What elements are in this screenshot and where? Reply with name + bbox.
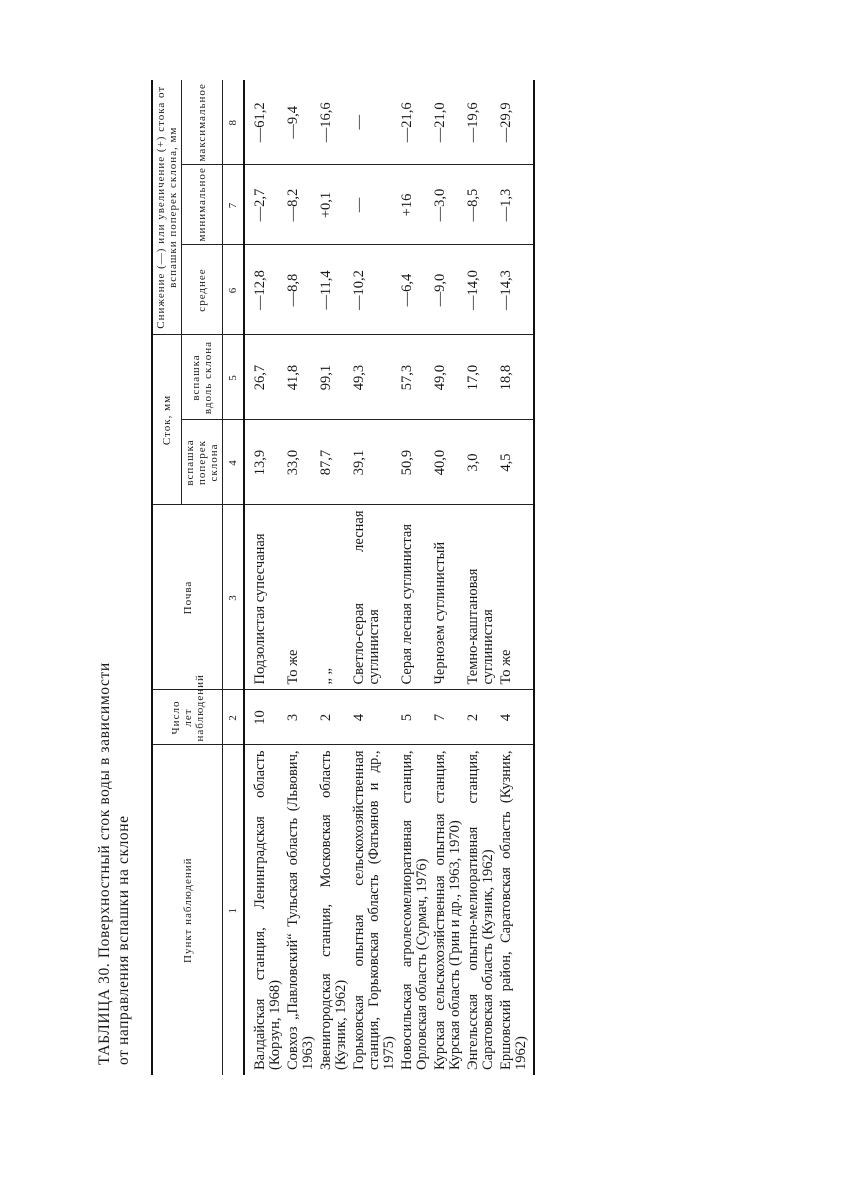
cell-place: Новосильская агролесомелиоративная станция, Орловская область (Сурмач, 1976) — [398, 745, 431, 1075]
table-header — [152, 80, 244, 1075]
cell-runoff-across: 39,1 — [350, 420, 398, 505]
cell-runoff-across: 87,7 — [317, 420, 350, 505]
cell-change-avg: —11,4 — [317, 245, 350, 335]
rotated-page-content — [95, 80, 665, 1075]
cell-change-max: —16,6 — [317, 80, 350, 165]
table-caption — [95, 80, 133, 1065]
table-row — [398, 80, 431, 1075]
header-change-max: максимальное — [182, 80, 223, 165]
cell-change-min: —2,7 — [244, 165, 284, 245]
cell-change-min: —8,2 — [284, 165, 317, 245]
cell-runoff-across: 50,9 — [398, 420, 431, 505]
cell-place: Совхоз „Павловский“ Тульская область (Львович, 1963) — [284, 745, 317, 1075]
cell-change-max: —19,6 — [464, 80, 497, 165]
col-number: 5 — [223, 335, 245, 420]
cell-place: Звенигородская станция, Московская область (Кузник, 1962) — [317, 745, 350, 1075]
header-years: Число лет наблюдений — [152, 690, 223, 745]
runoff-table — [151, 80, 535, 1075]
cell-place: Энгельсская опытно-мелиоративная станция, Саратовская область (Кузник, 1962) — [464, 745, 497, 1075]
cell-years: 5 — [398, 690, 431, 745]
cell-change-max: — — [350, 80, 398, 165]
cell-place: Валдайская станция, Ленинградская область (Корзун, 1968) — [244, 745, 284, 1075]
cell-years: 2 — [317, 690, 350, 745]
table-row — [244, 80, 284, 1075]
cell-runoff-along: 26,7 — [244, 335, 284, 420]
col-number: 4 — [223, 420, 245, 505]
cell-years: 2 — [464, 690, 497, 745]
cell-change-min: —1,3 — [497, 165, 534, 245]
cell-soil: То же — [284, 505, 317, 690]
header-change: Снижение (—) или увеличение (+) стока от вспашки поперек склона, мм — [152, 80, 182, 335]
cell-runoff-across: 33,0 — [284, 420, 317, 505]
header-runoff-across: вспашка поперек склона — [182, 420, 223, 505]
cell-change-avg: —8,8 — [284, 245, 317, 335]
cell-years: 7 — [431, 690, 464, 745]
cell-years: 4 — [350, 690, 398, 745]
cell-change-min: +0,1 — [317, 165, 350, 245]
cell-years: 3 — [284, 690, 317, 745]
col-number: 2 — [223, 690, 245, 745]
cell-change-avg: —12,8 — [244, 245, 284, 335]
table-row — [497, 80, 534, 1075]
table-row — [464, 80, 497, 1075]
caption-line-1: ТАБЛИЦА 30. Поверхностный сток воды в зависимости — [96, 662, 113, 1065]
table-row — [317, 80, 350, 1075]
header-change-min: минимальное — [182, 165, 223, 245]
caption-line-2: от направления вспашки на склоне — [115, 815, 132, 1065]
cell-runoff-along: 57,3 — [398, 335, 431, 420]
cell-change-avg: —14,3 — [497, 245, 534, 335]
cell-place: Ершовский район, Саратовская область (Кузник, 1962) — [497, 745, 534, 1075]
col-number: 6 — [223, 245, 245, 335]
col-number: 1 — [223, 745, 245, 1075]
cell-change-max: —21,0 — [431, 80, 464, 165]
cell-years: 4 — [497, 690, 534, 745]
cell-runoff-across: 13,9 — [244, 420, 284, 505]
col-number: 3 — [223, 505, 245, 690]
cell-change-min: —3,0 — [431, 165, 464, 245]
table-row — [284, 80, 317, 1075]
cell-soil: Темно-каштановая суглинистая — [464, 505, 497, 690]
header-change-avg: среднее — [182, 245, 223, 335]
cell-runoff-along: 49,0 — [431, 335, 464, 420]
cell-soil: „ „ — [317, 505, 350, 690]
col-number: 8 — [223, 80, 245, 165]
header-soil: Почва — [152, 505, 223, 690]
cell-change-min: — — [350, 165, 398, 245]
cell-soil: То же — [497, 505, 534, 690]
cell-change-avg: —6,4 — [398, 245, 431, 335]
cell-runoff-along: 99,1 — [317, 335, 350, 420]
cell-change-max: —61,2 — [244, 80, 284, 165]
cell-change-avg: —9,0 — [431, 245, 464, 335]
col-number: 7 — [223, 165, 245, 245]
cell-years: 10 — [244, 690, 284, 745]
cell-runoff-across: 3,0 — [464, 420, 497, 505]
cell-change-min: —8,5 — [464, 165, 497, 245]
cell-runoff-across: 40,0 — [431, 420, 464, 505]
cell-change-avg: —14,0 — [464, 245, 497, 335]
cell-soil: Чернозем суглинистый — [431, 505, 464, 690]
cell-runoff-along: 49,3 — [350, 335, 398, 420]
header-place: Пункт наблюдений — [152, 745, 223, 1075]
cell-change-max: —29,9 — [497, 80, 534, 165]
cell-soil: Светло-серая лесная суглинистая — [350, 505, 398, 690]
cell-place: Курская сельскохозяйственная опытная станция, Курская область (Грин и др., 1963, 1970) — [431, 745, 464, 1075]
table-row — [431, 80, 464, 1075]
header-runoff: Сток, мм — [152, 335, 182, 505]
cell-change-max: —21,6 — [398, 80, 431, 165]
cell-change-avg: —10,2 — [350, 245, 398, 335]
cell-runoff-along: 41,8 — [284, 335, 317, 420]
table-body — [244, 80, 534, 1075]
header-runoff-along: вспашка вдоль склона — [182, 335, 223, 420]
cell-runoff-along: 17,0 — [464, 335, 497, 420]
cell-change-max: —9,4 — [284, 80, 317, 165]
cell-change-min: +16 — [398, 165, 431, 245]
table-row — [350, 80, 398, 1075]
cell-runoff-along: 18,8 — [497, 335, 534, 420]
cell-soil: Серая лесная суглинистая — [398, 505, 431, 690]
cell-place: Горьковская опытная сельскохозяйственная станция, Горьковская область (Фатьянов и др., 1975) — [350, 745, 398, 1075]
cell-soil: Подзолистая супесчаная — [244, 505, 284, 690]
cell-runoff-across: 4,5 — [497, 420, 534, 505]
